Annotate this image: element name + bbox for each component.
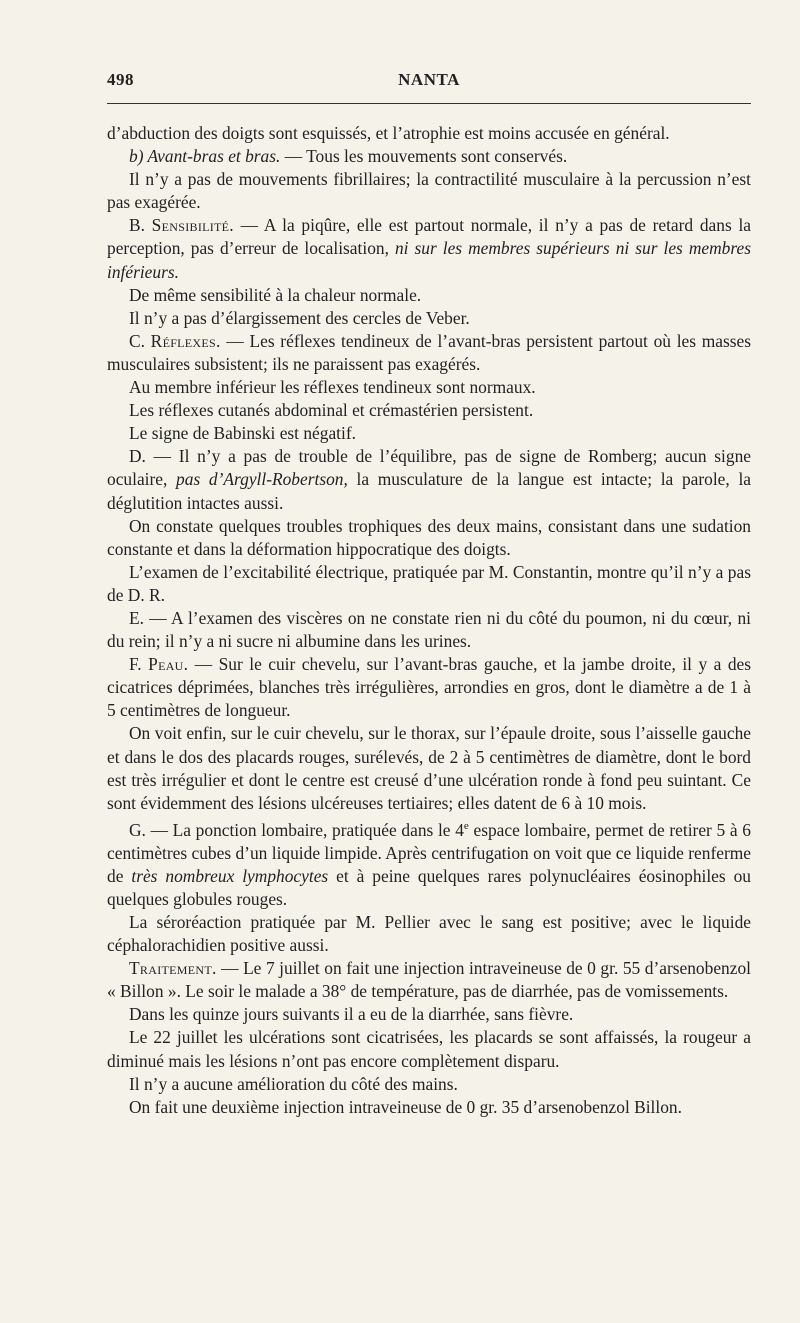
text-run: b) Avant-bras et bras.: [129, 146, 281, 167]
text-run: Au membre inférieur les réflexes tendineux sont normaux.: [129, 377, 536, 398]
paragraph: [107, 307, 751, 330]
text-run: et à peine quelques rares polynucléaires éosinophiles ou quelques globules rouges.: [107, 865, 751, 909]
running-title: NANTA: [398, 70, 460, 89]
text-run: De même sensibilité à la chaleur normale.: [129, 284, 422, 305]
text-run: Il n’y a aucune amélioration du côté des mains.: [129, 1073, 458, 1094]
text-run: ni sur les membres supérieurs ni sur les membres inférieurs.: [107, 238, 751, 282]
text-run: D. — Il n’y a pas de trouble de l’équilibre, pas de signe de Romberg; aucun signe oculaire,: [107, 446, 751, 490]
paragraph: [107, 214, 751, 283]
section-label: Sensibilité.: [151, 215, 234, 236]
paragraph: [107, 1073, 751, 1096]
text-run: C.: [129, 330, 151, 351]
running-header: [107, 70, 751, 94]
paragraph: [107, 284, 751, 307]
text-run: pas d’Argyll-Robertson,: [176, 469, 348, 490]
text-run: e: [463, 819, 469, 832]
text-run: L’examen de l’excitabilité électrique, pratiquée par M. Constantin, montre qu’il n’y a pas de D. R.: [107, 561, 751, 605]
text-run: espace lombaire, permet de retirer 5 à 6 centimètres cubes d’un liquide limpide. Après centrifugation on voit que ce liquide renferme de: [107, 819, 751, 886]
text-run: La séroréaction pratiquée par M. Pellier avec le sang est positive; avec le liquide céphalorachidien positive aussi.: [107, 911, 751, 956]
paragraph: [107, 422, 751, 445]
paragraph: [107, 561, 751, 607]
paragraph: [107, 515, 751, 561]
paragraph: [107, 445, 751, 514]
paragraph: [107, 1096, 751, 1119]
paragraph: [107, 122, 751, 145]
text-run: Dans les quinze jours suivants il a eu de la diarrhée, sans fièvre.: [129, 1004, 574, 1025]
section-label: Traitement.: [129, 958, 217, 979]
paragraph: [107, 145, 751, 168]
text-run: — A la piqûre, elle est partout normale, il n’y a pas de retard dans la perception, pas d’erreur de localisation,: [107, 215, 751, 259]
paragraph: [107, 607, 751, 653]
header-rule: [107, 103, 751, 104]
text-run: On fait une deuxième injection intraveineuse de 0 gr. 35 d’arsenobenzol Billon.: [129, 1096, 682, 1117]
text-run: Le signe de Babinski est négatif.: [129, 423, 356, 444]
text-run: G. — La ponction lombaire, pratiquée dans le 4: [129, 819, 464, 840]
paragraph: [107, 957, 751, 1003]
text-run: très nombreux lymphocytes: [131, 865, 329, 886]
paragraph: [107, 399, 751, 422]
text-run: — Sur le cuir chevelu, sur l’avant-bras gauche, et la jambe droite, il y a des cicatrices déprimées, blanches très irrégulières, arrondies en gros, dont le diamètre a de 1 à 5 centimètres de longueur.: [107, 654, 751, 721]
text-run: B.: [129, 215, 152, 236]
text-run: Il n’y a pas d’élargissement des cercles de Veber.: [129, 307, 470, 328]
text-run: — Tous les mouvements sont conservés.: [280, 146, 568, 167]
text-run: Il n’y a pas de mouvements fibrillaires; la contractilité musculaire à la percussion n’est pas exagérée.: [107, 169, 751, 213]
text-run: Le 22 juillet les ulcérations sont cicatrisées, les placards se sont affaissés, la rougeur a diminué mais les lésions n’ont pas encore complètement disparu.: [107, 1027, 751, 1071]
section-label: Réflexes.: [150, 330, 221, 351]
paragraph: [107, 815, 751, 911]
body-text: [107, 122, 751, 1119]
paragraph: [107, 1003, 751, 1026]
paragraph: [107, 722, 751, 814]
text-run: d’abduction des doigts sont esquissés, et l’atrophie est moins accusée en général.: [107, 123, 670, 143]
section-label: Peau.: [148, 654, 189, 675]
page-number: 498: [107, 70, 134, 89]
text-run: — Le 7 juillet on fait une injection intraveineuse de 0 gr. 55 d’arsenobenzol « Billon ». Le soir le malade a 38° de température, pas de diarrhée, pas de vomissements.: [107, 958, 751, 1002]
paragraph: [107, 376, 751, 399]
paragraph: [107, 168, 751, 214]
paragraph: [107, 911, 751, 957]
paragraph: [107, 330, 751, 376]
paragraph: [107, 653, 751, 722]
text-run: la musculature de la langue est intacte; la parole, la déglutition intactes aussi.: [107, 469, 751, 513]
text-run: F.: [129, 654, 149, 675]
text-run: Les réflexes cutanés abdominal et crémastérien persistent.: [129, 400, 534, 421]
paragraph: [107, 1026, 751, 1072]
text-run: On voit enfin, sur le cuir chevelu, sur le thorax, sur l’épaule droite, sous l’aisselle gauche et dans le dos des placards rouges, surélevés, de 2 à 5 centimètres de diamètre, dont le bord est très irrégulier et dont le centre est creusé d’une ulcération ronde à fond peu suintant. Ce sont évidemment des lésions ulcéreuses tertiaires; elles datent de 6 à 10 mois.: [107, 723, 751, 813]
text-run: On constate quelques troubles trophiques des deux mains, consistant dans une sudation constante et dans la déformation hippocratique des doigts.: [107, 515, 751, 559]
text-run: — Les réflexes tendineux de l’avant-bras persistent partout où les masses musculaires subsistent; ils ne paraissent pas exagérés.: [107, 330, 751, 374]
text-run: E. — A l’examen des viscères on ne constate rien ni du côté du poumon, ni du cœur, ni du rein; il n’y a ni sucre ni albumine dans les urines.: [107, 607, 751, 652]
